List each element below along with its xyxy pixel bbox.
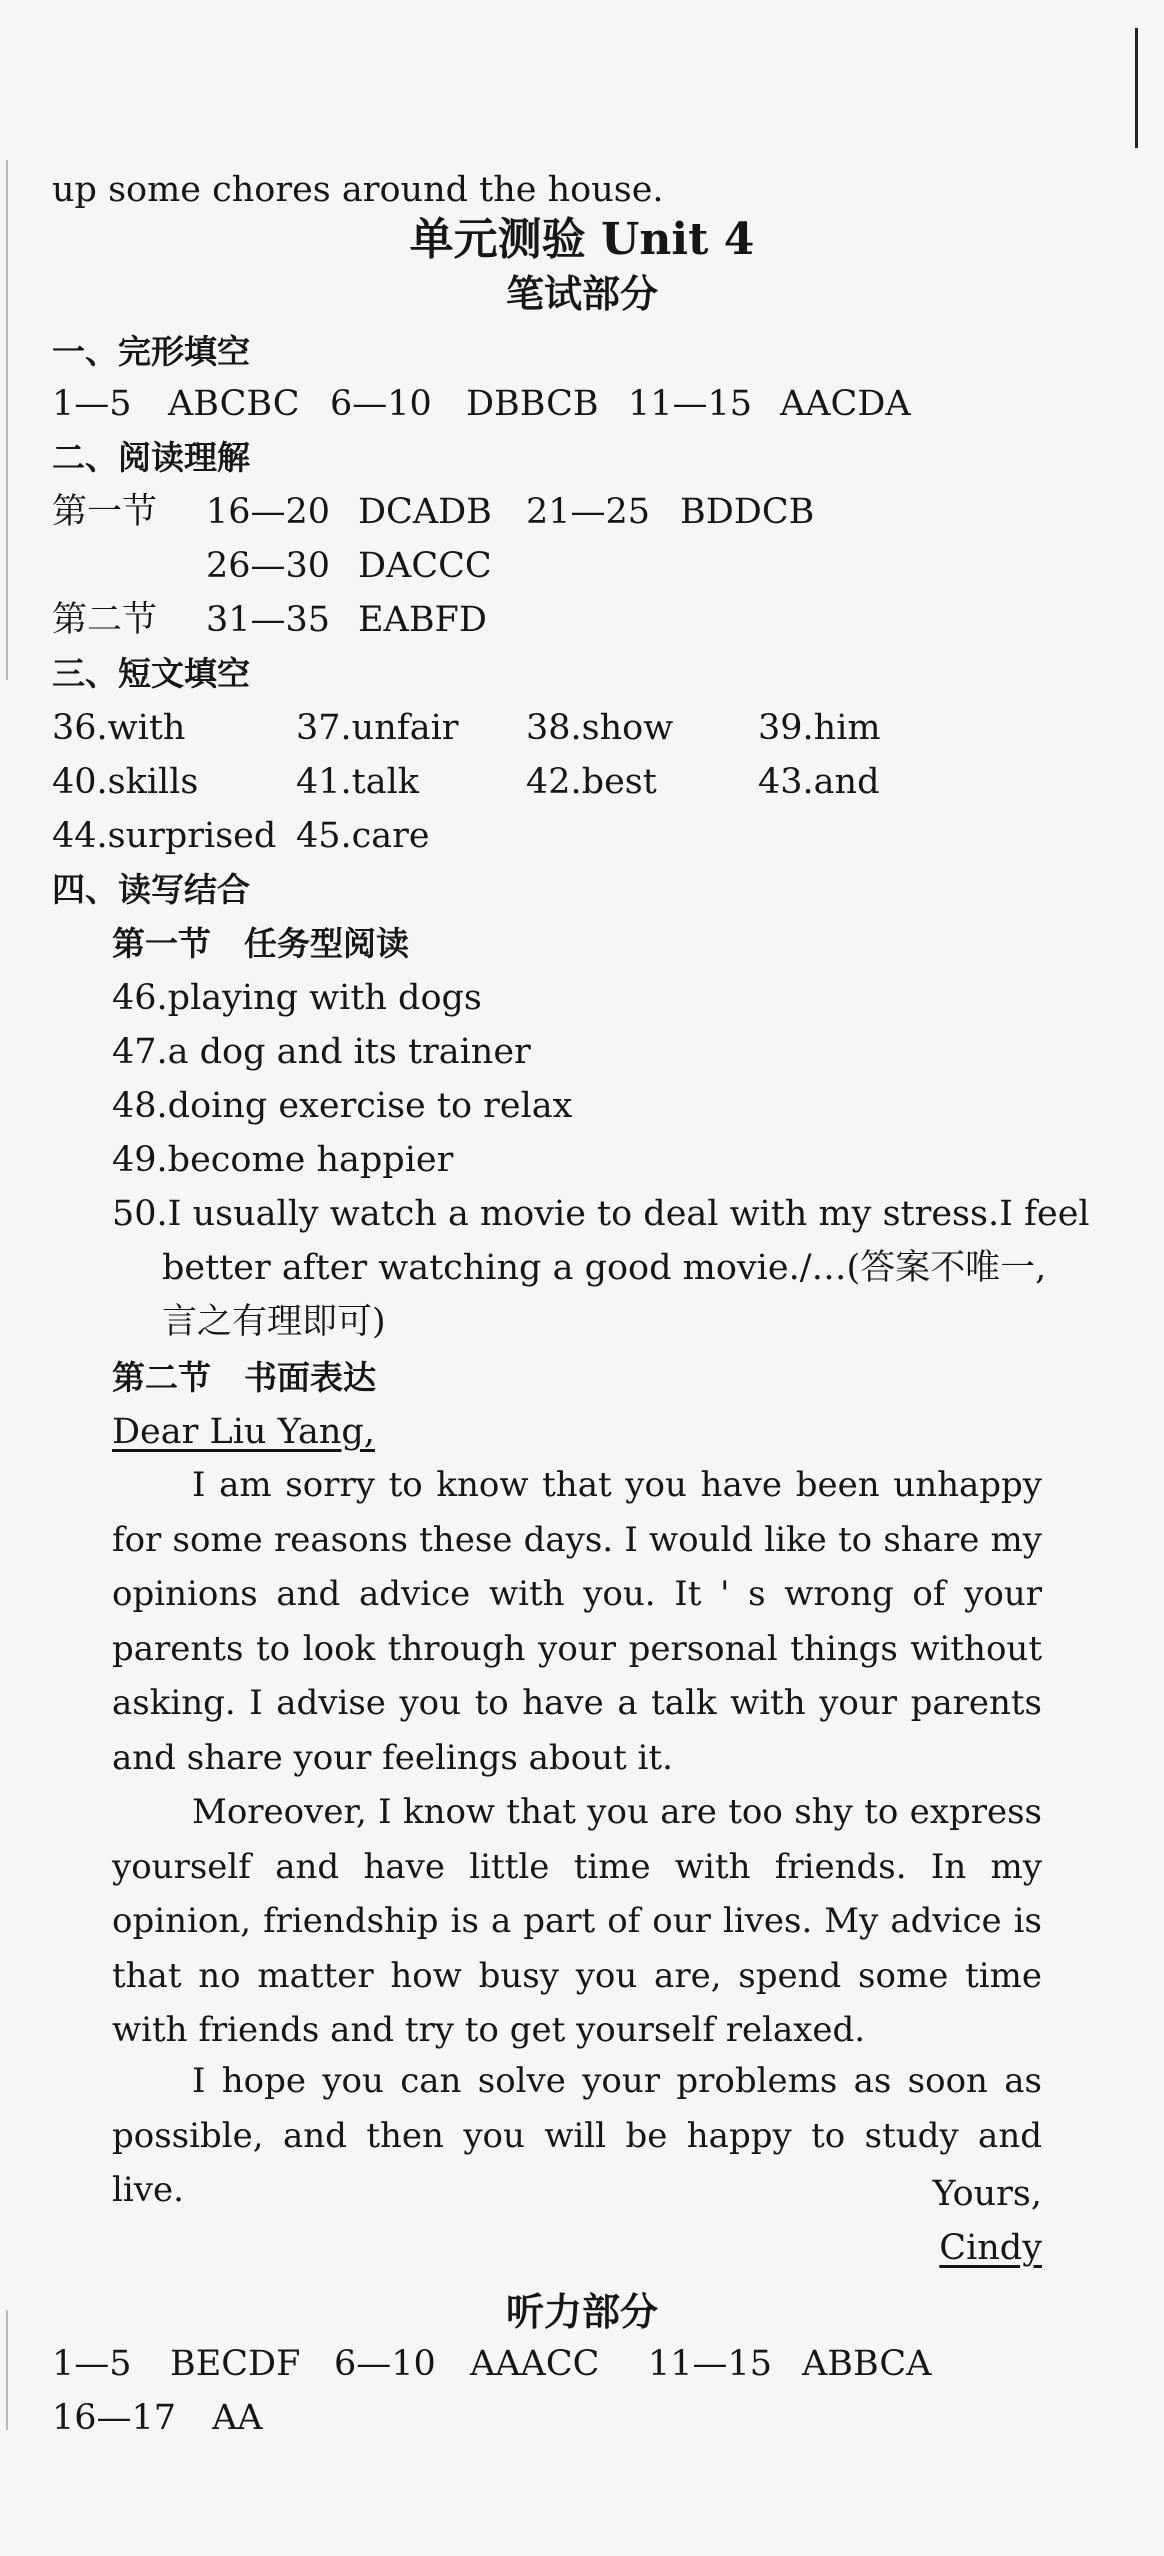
answer-range: 16—20 xyxy=(206,492,331,532)
writing-heading: 第二节 书面表达 xyxy=(112,1358,376,1397)
letter-paragraph: I hope you can solve your problems as soon as possible, and then you will be happy to study and live. xyxy=(112,2061,1042,2210)
answer-range: 1—5 xyxy=(52,384,132,424)
fill-answer: 45.care xyxy=(296,816,430,856)
answer-range: 31—35 xyxy=(206,600,331,640)
cloze-answers xyxy=(0,382,1164,426)
answer-letters: DBBCB xyxy=(466,384,599,424)
fill-row xyxy=(0,760,1164,804)
continued-line: up some chores around the house. xyxy=(52,170,664,210)
page-edge-rule xyxy=(1135,28,1138,148)
task-answer: 49.become happier xyxy=(112,1140,454,1180)
listening-answers xyxy=(0,2396,1164,2440)
answer-range: 6—10 xyxy=(334,2344,436,2384)
reading-heading: 二、阅读理解 xyxy=(52,438,250,477)
fill-answer: 40.skills xyxy=(52,762,199,802)
answer-range: 6—10 xyxy=(330,384,432,424)
answer-letters: ABCBC xyxy=(168,384,300,424)
part-label: 第二节 xyxy=(52,600,158,640)
answer-letters: AACDA xyxy=(780,384,911,424)
listening-answers xyxy=(0,2342,1164,2386)
letter-paragraph: Moreover, I know that you are too shy to express yourself and have little time with friends. In my opinion, friendship is a part of our lives. My advice is that no matter how busy you are, spend some time with friends and try to get yourself relaxed. xyxy=(112,1792,1042,2050)
answer-range: 21—25 xyxy=(526,492,651,532)
answer-letters: BDDCB xyxy=(680,492,815,532)
answer-letters: DCADB xyxy=(358,492,492,532)
answer-letters: EABFD xyxy=(358,600,487,640)
fill-row xyxy=(0,814,1164,858)
fill-answer: 42.best xyxy=(526,762,657,802)
unit-title: 单元测验 Unit 4 xyxy=(409,214,755,265)
reading-part2-row xyxy=(0,598,1164,642)
letter-paragraph: I am sorry to know that you have been unhappy for some reasons these days. I would like to share my opinions and advice with you. It ' s wrong of your parents to look through your personal things without asking. I advise you to have a talk with your parents and share your feelings about it. xyxy=(112,1465,1042,1778)
cloze-heading: 一、完形填空 xyxy=(52,332,250,371)
fill-answer: 43.and xyxy=(758,762,880,802)
answer-letters: ABBCA xyxy=(802,2344,932,2384)
answer-range: 11—15 xyxy=(648,2344,773,2384)
task-answer: 48.doing exercise to relax xyxy=(112,1086,573,1126)
answer-range: 11—15 xyxy=(628,384,753,424)
reading-part1-row1 xyxy=(0,490,1164,534)
signature-wrap xyxy=(600,2226,1042,2270)
fill-row xyxy=(0,706,1164,750)
answer-letters: BECDF xyxy=(170,2344,301,2384)
letter-signature: Cindy xyxy=(939,2228,1042,2268)
listening-title: 听力部分 xyxy=(505,2289,658,2334)
fill-heading: 三、短文填空 xyxy=(52,654,250,693)
fill-answer: 39.him xyxy=(758,708,881,748)
fill-answer: 37.unfair xyxy=(296,708,459,748)
task-reading-heading: 第一节 任务型阅读 xyxy=(112,924,409,963)
letter-closing: Yours, xyxy=(932,2174,1042,2214)
task-answer: 46.playing with dogs xyxy=(112,978,482,1018)
fill-answer: 38.show xyxy=(526,708,674,748)
reading-writing-heading: 四、读写结合 xyxy=(52,870,250,909)
fill-answer: 41.talk xyxy=(296,762,419,802)
answer-letters: AA xyxy=(212,2398,263,2438)
answer-letters: DACCC xyxy=(358,546,492,586)
task-answer: 50.I usually watch a movie to deal with my stress.I feel xyxy=(112,1194,1090,1234)
answer-range: 1—5 xyxy=(52,2344,132,2384)
task-answer-continued: 言之有理即可) xyxy=(162,1302,386,1342)
answer-range: 26—30 xyxy=(206,546,331,586)
fill-answer: 44.surprised xyxy=(52,816,277,856)
fill-answer: 36.with xyxy=(52,708,186,748)
task-answer: 47.a dog and its trainer xyxy=(112,1032,531,1072)
answer-letters: AAACC xyxy=(470,2344,600,2384)
task-answer-continued: better after watching a good movie./…(答案不唯一, xyxy=(162,1248,1047,1288)
letter-salutation: Dear Liu Yang, xyxy=(112,1412,375,1452)
written-section-title: 笔试部分 xyxy=(505,271,658,316)
part-label: 第一节 xyxy=(52,492,158,532)
reading-part1-row2 xyxy=(0,544,1164,588)
answer-range: 16—17 xyxy=(52,2398,177,2438)
